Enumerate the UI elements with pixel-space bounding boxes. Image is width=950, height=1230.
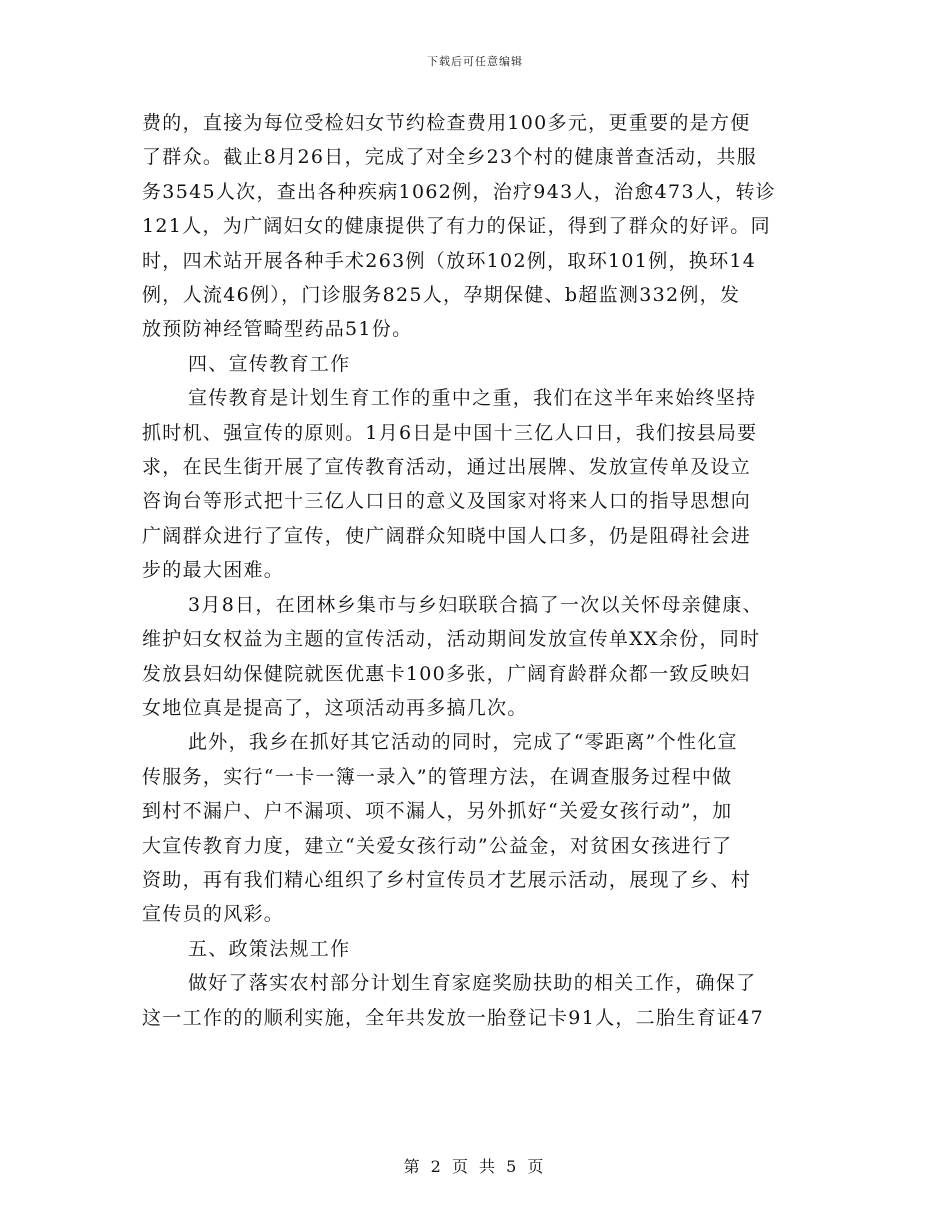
text-line: 资助，再有我们精心组织了乡村宣传员才艺展示活动，展现了乡、村 bbox=[142, 868, 752, 891]
text-line: 女地位真是提高了，这项活动再多搞几次。 bbox=[142, 696, 528, 719]
text-line: 广阔群众进行了宣传，使广阔群众知晓中国人口多，仍是阻碍社会进 bbox=[142, 524, 752, 547]
text-line: 了群众。截止8月26日，完成了对全乡23个村的健康普查活动，共服 bbox=[142, 146, 758, 169]
page-footer: 第 2 页 共 5 页 bbox=[403, 1157, 547, 1176]
text-line: 例，人流46例），门诊服务825人，孕期保健、b超监测332例，发 bbox=[142, 284, 741, 307]
text-line: 到村不漏户、户不漏项、项不漏人，另外抓好“关爱女孩行动”，加 bbox=[142, 800, 733, 823]
text-line: 发放县妇幼保健院就医优惠卡100多张，广阔育龄群众都一致反映妇 bbox=[142, 662, 751, 685]
text-line: 时，四术站开展各种手术263例（放环102例，取环101例，换环14 bbox=[142, 249, 757, 272]
page-header: 下载后可任意编辑 bbox=[427, 55, 523, 68]
text-line: 做好了落实农村部分计划生育家庭奖励扶助的相关工作，确保了 bbox=[188, 972, 757, 995]
text-line: 宣传员的风彩。 bbox=[142, 903, 285, 926]
text-line: 121人，为广阔妇女的健康提供了有力的保证，得到了群众的好评。同 bbox=[142, 215, 771, 238]
text-line: 五、政策法规工作 bbox=[188, 937, 351, 960]
text-line: 传服务，实行“一卡一簿一录入”的管理方法，在调查服务过程中做 bbox=[142, 765, 733, 788]
text-line: 3月8日，在团林乡集市与乡妇联联合搞了一次以关怀母亲健康、 bbox=[188, 593, 763, 616]
text-line: 四、宣传教育工作 bbox=[188, 352, 351, 375]
text-line: 步的最大困难。 bbox=[142, 559, 285, 582]
text-line: 宣传教育是计划生育工作的重中之重，我们在这半年来始终坚持 bbox=[188, 387, 757, 410]
text-line: 务3545人次，查出各种疾病1062例，治疗943人，治愈473人，转诊 bbox=[142, 180, 777, 203]
text-line: 求，在民生街开展了宣传教育活动，通过出展牌、发放宣传单及设立 bbox=[142, 456, 752, 479]
text-line: 放预防神经管畸型药品51份。 bbox=[142, 318, 413, 341]
text-line: 抓时机、强宣传的原则。1月6日是中国十三亿人口日，我们按县局要 bbox=[142, 421, 758, 444]
text-line: 此外，我乡在抓好其它活动的同时，完成了“零距离”个性化宣 bbox=[188, 731, 738, 754]
text-line: 大宣传教育力度，建立“关爱女孩行动”公益金，对贫困女孩进行了 bbox=[142, 834, 733, 857]
text-line: 这一工作的的顺利实施，全年共发放一胎登记卡91人，二胎生育证47 bbox=[142, 1006, 764, 1029]
text-line: 维护妇女权益为主题的宣传活动，活动期间发放宣传单XX余份，同时 bbox=[142, 628, 761, 651]
text-line: 咨询台等形式把十三亿人口日的意义及国家对将来人口的指导思想向 bbox=[142, 490, 752, 513]
text-line: 费的，直接为每位受检妇女节约检查费用100多元，更重要的是方便 bbox=[142, 112, 751, 134]
document-body bbox=[142, 106, 810, 1035]
